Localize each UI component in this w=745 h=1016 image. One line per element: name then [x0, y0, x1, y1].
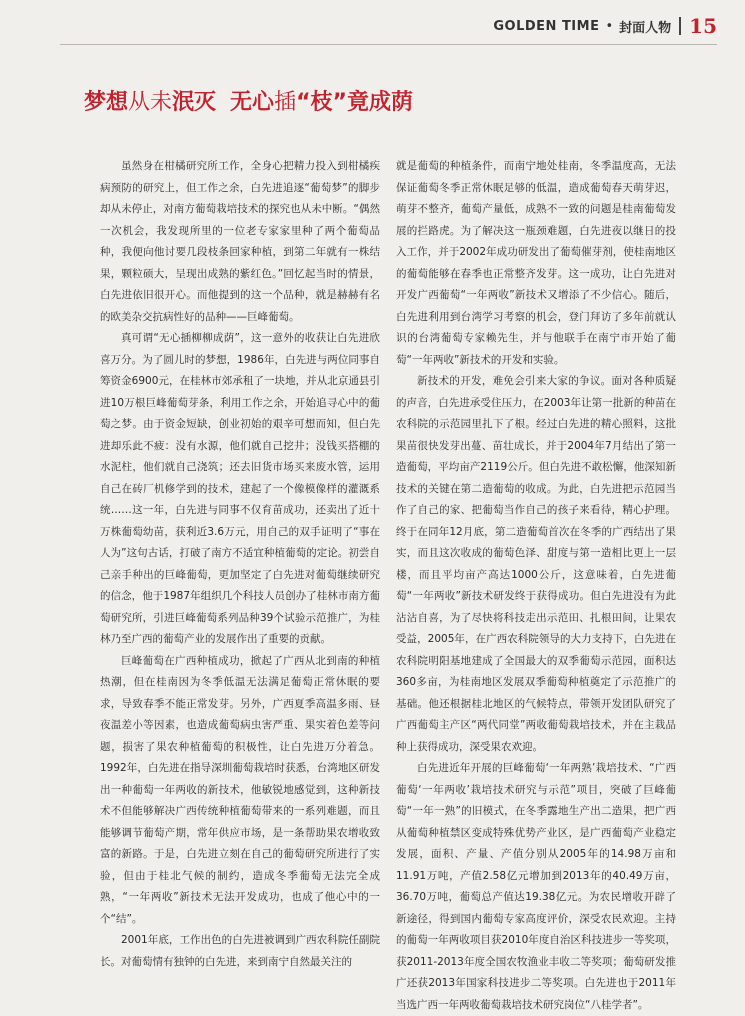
paragraph: 就是葡萄的种植条件，而南宁地处桂南，冬季温度高，无法保证葡萄冬季正常休眠足够的低温，造成葡萄春天萌芽迟，萌芽不整齐，葡萄产量低，成熟不一致的问题是桂南葡萄发展的拦路虎。为了解决这一瓶颈难题，白先进夜以继日的投入工作，并于2002年成功研发出了葡萄催芽剂，使桂南地区的葡萄能够在春季也正常整齐发芽。这一成功，让白先进对开发广西葡萄“一年两收”新技术又增添了不少信心。随后，白先进利用到台湾学习考察的机会，登门拜访了多年前就认识的台湾葡萄专家赖先生，并与他联手在南宁市开始了葡萄“一年两收”新技术的开发和实验。	[396, 160, 676, 366]
article-headline	[84, 85, 413, 116]
headline-part: “枝”	[296, 90, 347, 115]
paragraph: 巨峰葡萄在广西种植成功，掀起了广西从北到南的种植热潮，但在桂南因为冬季低温无法满足葡萄正常休眠的要求，导致春季不能正常发芽。另外，广西夏季高温多雨、昼夜温差小等因素，也造成葡萄病虫害严重、果实着色差等问题，损害了果农种植葡萄的积极性，让白先进万分着急。1992年，白先进在指导深圳葡萄栽培时获悉，台湾地区研发出一种葡萄一年两收的新技术，他敏锐地感觉到，这种新技术不但能够解决广西传统种植葡萄带来的一系列难题，而且能够调节葡萄产期，常年供应市场，是一条帮助果农增收致富的新路。于是，白先进立刻在自己的葡萄研究所进行了实验，但由于桂北气候的制约，造成冬季葡萄无法完全成熟，“一年两收”新技术无法开发成功，也成了他心中的一个“结”。	[100, 654, 380, 925]
paragraph: 新技术的开发，难免会引来大家的争议。面对各种质疑的声音，白先进承受住压力，在2003年让第一批新的种苗在农科院的示范园里扎下了根。经过白先进的精心照料，这批果苗很快发芽出蔓、苗壮成长，并于2004年7月结出了第一造葡萄，平均亩产2119公斤。但白先进不敢松懈，他深知新技术的关键在第二造葡萄的收成。为此，白先进把示范园当作了自己的家、把葡萄当作自己的孩子来看待，精心护理。终于在同年12月底，第二造葡萄首次在冬季的广西结出了果实，而且这次收成的葡萄色泽、甜度与第一造相比更上一层楼，而且平均亩产高达1000公斤，这意味着，白先进葡萄“一年两收”新技术研发终于获得成功。但白先进没有为此沾沾自喜，为了尽快将科技走出示范田、扎根田间，让果农受益，2005年，在广西农科院领导的大力支持下，白先进在农科院明阳基地建成了全国最大的双季葡萄示范园，面积达360多亩，为桂南地区发展双季葡萄种植奠定了示范推广的基础。他还根据桂北地区的气候特点，带领开发团队研究了广西葡萄主产区“两代同堂”两收葡萄栽培技术，并在主栽品种上获得成功，深受果农欢迎。	[396, 375, 676, 753]
paragraph: 白先进近年开展的巨峰葡萄‘一年两熟’栽培技术、“广西葡萄‘一年两收’栽培技术研究与示范”项目，突破了巨峰葡萄“一年一熟”的旧模式，在冬季露地生产出二造果，把广西从葡萄种植禁区变成特殊优势产业区，是广西葡萄产业稳定发展，面积、产量、产值分别从2005年的14.98万亩和11.91万吨，产值2.58亿元增加到2013年的40.49万亩，36.70万吨，葡萄总产值达19.38亿元。为农民增收开辟了新途径，得到国内葡萄专家高度评价，深受农民欢迎。主持的葡萄一年两收项目获2010年度自治区科技进步一等奖项，获2011-2013年度全国农牧渔业丰收二等奖项；葡萄研发推广还获2013年国家科技进步二等奖项。白先进也于2011年当选广西一年两收葡萄栽培技术研究岗位“八桂学者”。	[396, 762, 676, 1011]
paragraph: 虽然身在柑橘研究所工作，全身心把精力投入到柑橘疾病预防的研究上，但工作之余，白先进追逐“葡萄梦”的脚步却从未停止，对南方葡萄栽培技术的探究也从未中断。“偶然一次机会，我发现所里的一位老专家家里种了两个葡萄品种，我便向他讨要几段枝条回家种植，到第二年就有一株结果，颗粒硕大，呈现出成熟的紫红色。”回忆起当时的情景，白先进依旧很开心。而他提到的这一个品种，就是赫赫有名的欧美杂交抗病性好的品种——巨峰葡萄。	[100, 160, 380, 323]
headline-part: 插	[274, 90, 297, 115]
headline-part: 无心	[230, 90, 275, 115]
header-divider	[679, 17, 681, 35]
headline-part: 梦想	[84, 90, 129, 115]
article-column-right	[396, 156, 676, 1016]
headline-part: 竟成荫	[347, 90, 414, 115]
paragraph: 真可谓“无心插柳柳成荫”，这一意外的收获让白先进欣喜万分。为了圆儿时的梦想，1986年，白先进与两位同事自筹资金6900元，在桂林市郊承租了一块地，并从北京通县引进10万根巨峰葡萄芽条，利用工作之余，开始追寻心中的葡萄之梦。由于资金短缺，创业初始的艰辛可想而知，但白先进却乐此不疲：没有水源，他们就自己挖井；没钱买搭棚的水泥柱，他们就自己浇筑；还去旧货市场买来废水管，运用自己在砖厂机修学到的技术，建起了一个像模像样的灌溉系统……这一年，白先进与同事不仅育苗成功，还卖出了近十万株葡萄幼苗，获利近3.6万元，用自己的双手证明了“事在人为”这句古话，打破了南方不适宜种植葡萄的定论。初尝自己亲手种出的巨峰葡萄，更加坚定了白先进对葡萄继续研究的信念，他于1987年组织几个科技人员创办了桂林市南方葡萄研究所，引进巨峰葡萄系列品种39个试验示范推广，为桂林乃至广西的葡萄产业的发展作出了重要的贡献。	[100, 332, 380, 645]
headline-part: 泯灭	[172, 90, 217, 115]
headline-part: 从未	[128, 90, 173, 115]
section-title: 封面人物	[619, 20, 672, 36]
magazine-brand: GOLDEN TIME	[493, 18, 600, 34]
page-header	[493, 12, 717, 40]
paragraph: 2001年底，工作出色的白先进被调到广西农科院任副院长。对葡萄情有独钟的白先进，来到南宁自然最关注的	[100, 934, 380, 968]
header-rule	[60, 44, 717, 45]
page-number: 15	[689, 14, 717, 38]
article-column-left	[100, 156, 380, 973]
separator-dot: •	[605, 18, 614, 34]
